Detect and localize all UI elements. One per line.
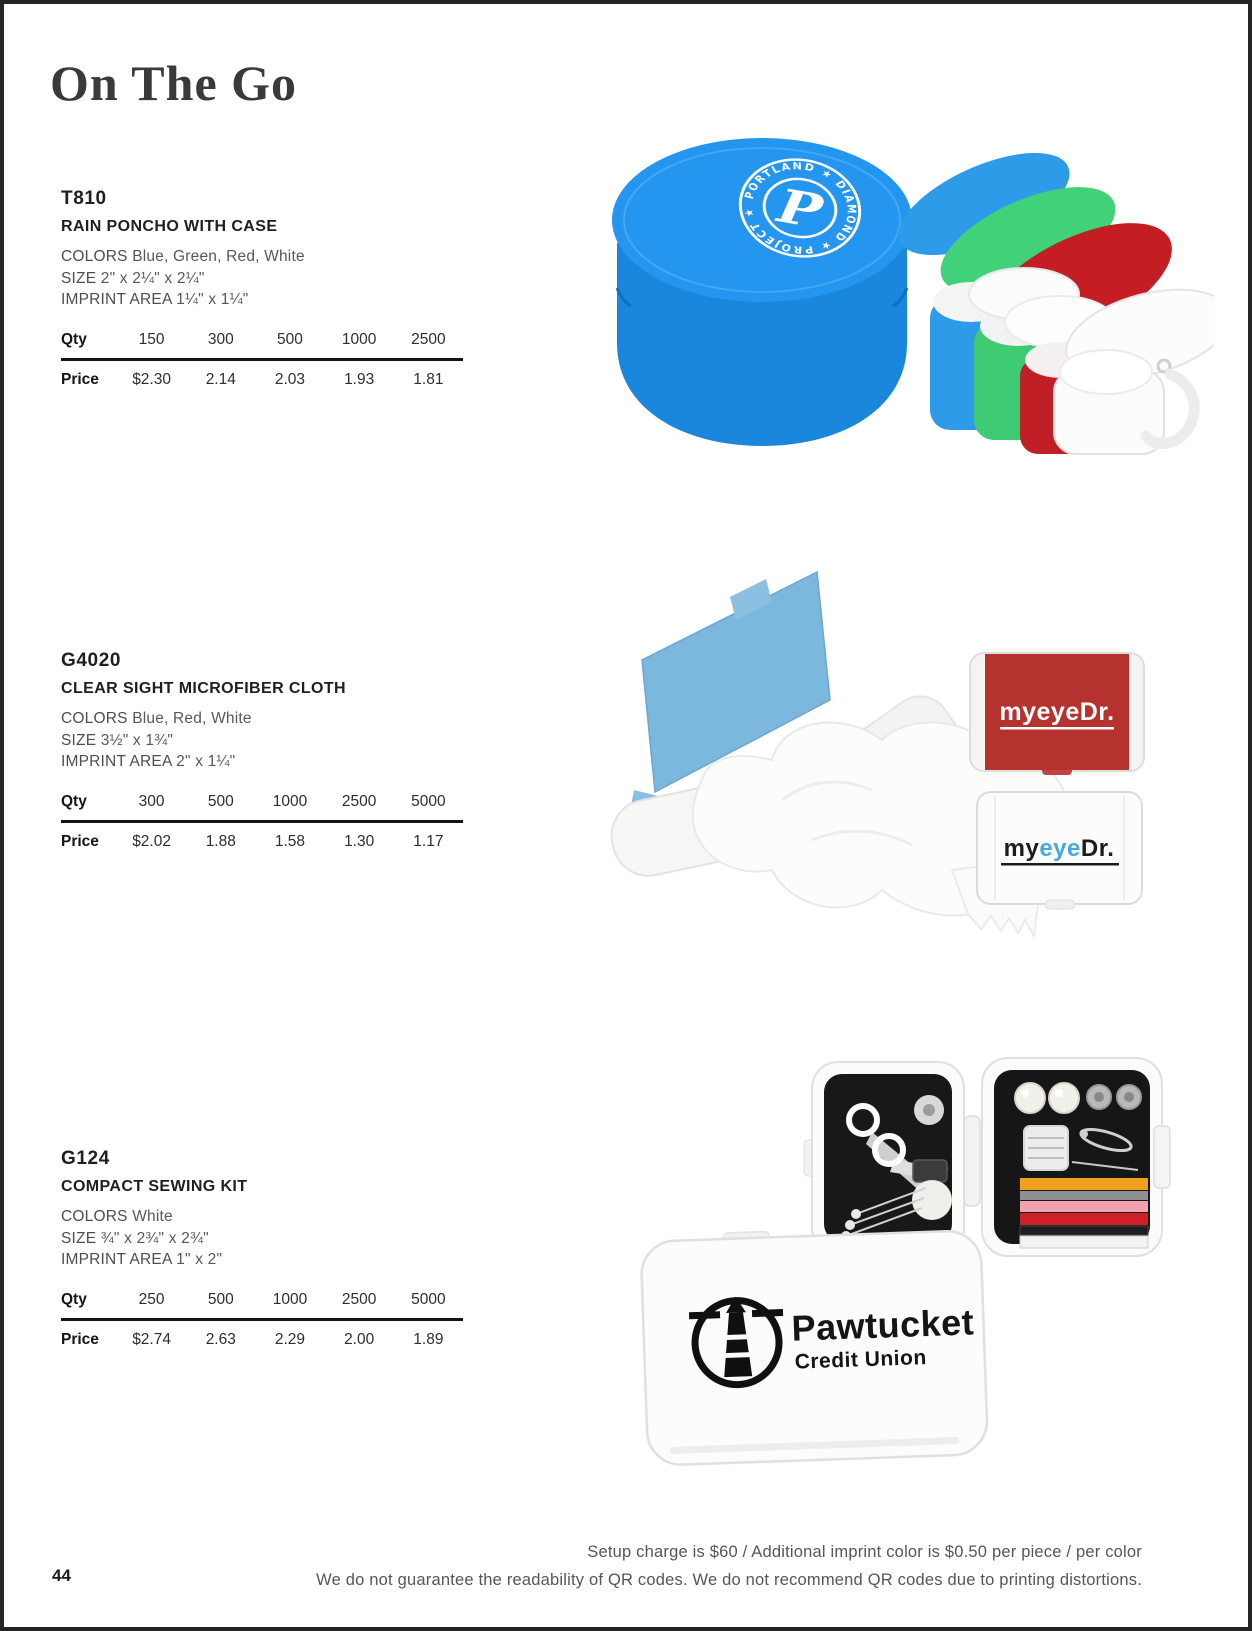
spec-imprint-label: IMPRINT AREA xyxy=(61,1251,172,1269)
spec-colors xyxy=(61,246,491,268)
spec-colors xyxy=(61,708,491,730)
price-value: 1.89 xyxy=(413,1331,444,1349)
product-photo-sewing-kit xyxy=(632,1040,1250,1470)
spec-imprint xyxy=(61,751,491,773)
product-photo-microfiber-cloth xyxy=(582,540,1160,940)
price-row xyxy=(61,1320,463,1353)
price-table xyxy=(61,328,463,392)
poncho-case-set-small xyxy=(884,132,1214,454)
myeyedr-case-white xyxy=(977,792,1142,909)
qty-row xyxy=(61,1288,463,1320)
spec-colors-label: COLORS xyxy=(61,248,128,265)
myeyedr-logo-color: myeyeDr. xyxy=(1003,835,1115,862)
bobbin xyxy=(1024,1126,1068,1170)
price-value: 2.29 xyxy=(274,1331,306,1349)
spec-colors xyxy=(61,1206,491,1228)
microfiber-cloth-illustration xyxy=(582,540,1160,940)
price-value: 2.00 xyxy=(344,1331,375,1349)
footer-notes xyxy=(316,1538,1142,1594)
price-row xyxy=(61,822,463,855)
credit-union-logo-text: Credit Union xyxy=(794,1346,928,1374)
spec-imprint xyxy=(61,1249,491,1271)
spec-imprint-label: IMPRINT AREA xyxy=(61,291,172,309)
spec-imprint xyxy=(61,289,491,311)
qty-value: 5000 xyxy=(394,790,463,822)
pawtucket-logo-text: Pawtucket xyxy=(790,1301,975,1349)
spec-size-value: 3½" x 1¾" xyxy=(100,731,174,749)
spec-colors-label: COLORS xyxy=(61,1208,128,1225)
qty-value: 1000 xyxy=(255,1288,324,1320)
poncho-case-large-blue xyxy=(612,138,912,446)
spec-imprint-label: IMPRINT AREA xyxy=(61,753,172,771)
rain-poncho-illustration xyxy=(592,108,1214,458)
product-sku: G124 xyxy=(61,1148,110,1169)
kit-hinge xyxy=(964,1116,980,1206)
myeyedr-logo-white: myeyeDr. xyxy=(999,698,1115,726)
price-value: 1.17 xyxy=(413,833,444,851)
myeyedr-case-red xyxy=(970,653,1144,775)
price-label: Price xyxy=(61,833,99,851)
qty-value: 1000 xyxy=(325,328,394,360)
price-table xyxy=(61,1288,463,1352)
spec-colors-value: Blue, Red, White xyxy=(132,710,252,727)
spec-imprint-value: 1¼" x 1¼" xyxy=(176,291,249,309)
product-photo-rain-poncho xyxy=(592,108,1214,458)
price-value: 2.14 xyxy=(205,371,236,389)
price-value: 1.30 xyxy=(344,833,375,851)
qty-value: 300 xyxy=(117,790,186,822)
product-section-g124 xyxy=(61,1148,491,1352)
product-section-g4020 xyxy=(61,650,491,854)
spec-size xyxy=(61,268,491,290)
qty-value: 500 xyxy=(186,790,255,822)
product-name: RAIN PONCHO WITH CASE xyxy=(61,218,278,235)
spec-size-value: 2" x 2¼" x 2¼" xyxy=(100,269,205,287)
product-sku: G4020 xyxy=(61,650,122,671)
qty-label: Qty xyxy=(61,790,117,822)
price-table xyxy=(61,790,463,854)
footer-setup-charge: Setup charge is $60 / Additional imprint color is $0.50 per piece / per color xyxy=(587,1543,1142,1561)
qty-value: 250 xyxy=(117,1288,186,1320)
product-name: COMPACT SEWING KIT xyxy=(61,1178,248,1195)
qty-value: 500 xyxy=(186,1288,255,1320)
sewing-kit-illustration xyxy=(632,1040,1250,1470)
price-value: $2.74 xyxy=(132,1331,171,1349)
qty-value: 1000 xyxy=(255,790,324,822)
price-value: 1.93 xyxy=(344,371,375,389)
qty-label: Qty xyxy=(61,328,117,360)
product-name: CLEAR SIGHT MICROFIBER CLOTH xyxy=(61,680,346,697)
spec-imprint-value: 1" x 2" xyxy=(176,1251,223,1269)
lid-ring-text: PORTLAND ★ DIAMOND ★ PROJECT ★ xyxy=(741,160,859,256)
price-value: $2.02 xyxy=(132,833,171,851)
spec-colors-value: White xyxy=(132,1208,173,1225)
product-sku: T810 xyxy=(61,188,107,209)
qty-value: 2500 xyxy=(394,328,463,360)
spec-size xyxy=(61,1228,491,1250)
qty-value: 150 xyxy=(117,328,186,360)
price-value: 1.88 xyxy=(205,833,236,851)
product-specs xyxy=(61,708,491,773)
thread-bundle xyxy=(1020,1178,1148,1248)
spec-size-label: SIZE xyxy=(61,269,97,287)
spec-size-label: SIZE xyxy=(61,1229,97,1247)
price-label: Price xyxy=(61,1331,99,1349)
price-label: Price xyxy=(61,371,99,389)
spec-colors-label: COLORS xyxy=(61,710,128,727)
price-row xyxy=(61,360,463,393)
price-value: 2.63 xyxy=(205,1331,236,1349)
qty-value: 300 xyxy=(186,328,255,360)
page-number: 44 xyxy=(52,1566,71,1585)
product-specs xyxy=(61,1206,491,1271)
sewing-kit-open xyxy=(804,1058,1170,1256)
spec-colors-value: Blue, Green, Red, White xyxy=(132,248,305,265)
footer-qr-disclaimer: We do not guarantee the readability of QR codes. We do not recommend QR codes due to printing distortions. xyxy=(316,1571,1142,1589)
sewing-kit-closed xyxy=(640,1224,988,1466)
qty-value: 2500 xyxy=(325,790,394,822)
qty-value: 5000 xyxy=(394,1288,463,1320)
qty-value: 2500 xyxy=(325,1288,394,1320)
black-spool xyxy=(913,1160,947,1182)
qty-row xyxy=(61,790,463,822)
page-title: On The Go xyxy=(50,55,298,111)
price-value: 2.03 xyxy=(274,371,306,389)
kit-latch xyxy=(1154,1126,1170,1188)
price-value: $2.30 xyxy=(132,371,171,389)
qty-value: 500 xyxy=(255,328,324,360)
spec-size-value: ¾" x 2¾" x 2¾" xyxy=(100,1229,209,1247)
product-specs xyxy=(61,246,491,311)
product-section-t810 xyxy=(61,188,491,392)
price-value: 1.58 xyxy=(274,833,306,851)
spec-imprint-value: 2" x 1¼" xyxy=(176,753,236,771)
price-value: 1.81 xyxy=(413,371,444,389)
qty-row xyxy=(61,328,463,360)
qty-label: Qty xyxy=(61,1288,117,1320)
spec-size xyxy=(61,730,491,752)
spec-size-label: SIZE xyxy=(61,731,97,749)
lid-monogram: P xyxy=(773,178,826,240)
